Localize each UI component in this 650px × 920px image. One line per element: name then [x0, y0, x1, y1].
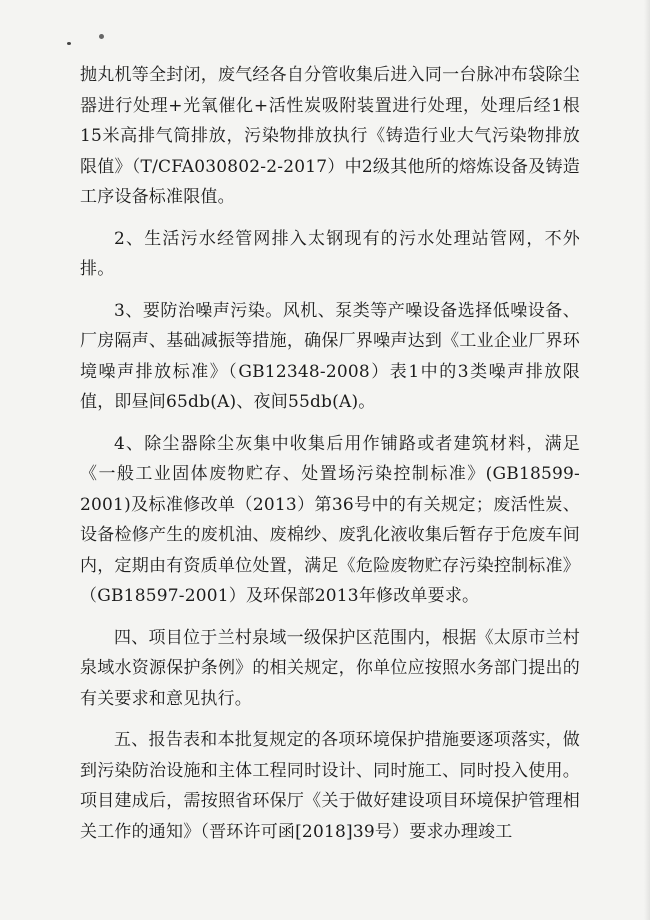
scan-speck [99, 34, 104, 39]
scan-speck [67, 42, 71, 45]
paragraph-section-5-implementation: 五、报告表和本批复规定的各项环境保护措施要逐项落实，做到污染防治设施和主体工程同时设计、同时施工、同时投入使用。项目建成后，需按照省环保厅《关于做好建设项目环境保护管理相关工作的通知》（晋环许可函[2018]39号）要求办理竣工 [80, 730, 580, 842]
paragraph-item-3-noise: 3、要防治噪声污染。风机、泵类等产噪设备选择低噪设备、厂房隔声、基础减振等措施，确保厂界噪声达到《工业企业厂界环境噪声排放标准》（GB12348-2008）表1中的3类噪声排放限值，即昼间65db(A)、夜间55db(A)。 [80, 300, 580, 412]
paragraph-item-2-sewage: 2、生活污水经管网排入太钢现有的污水处理站管网，不外排。 [80, 228, 580, 279]
document-body [80, 60, 580, 858]
paragraph-section-4-spring-protection: 四、项目位于兰村泉域一级保护区范围内，根据《太原市兰村泉域水资源保护条例》的相关规定，你单位应按照水务部门提出的有关要求和意见执行。 [80, 627, 580, 709]
paragraph-item-4-solid-waste: 4、除尘器除尘灰集中收集后用作铺路或者建筑材料，满足《一般工业固体废物贮存、处置场污染控制标准》(GB18599-2001)及标准修改单（2013）第36号中的有关规定；废活性炭、设备检修产生的废机油、废棉纱、废乳化液收集后暂存于危废车间内，定期由有资质单位处置，满足《危险废物贮存污染控制标准》（GB18597-2001）及环保部2013年修改单要求。 [80, 433, 580, 606]
scan-edge-shadow [644, 0, 650, 920]
paragraph-continuation: 抛丸机等全封闭，废气经各自分管收集后进入同一台脉冲布袋除尘器进行处理+光氧催化+活性炭吸附装置进行处理，处理后经1根15米高排气筒排放，污染物排放执行《铸造行业大气污染物排放限值》（T/CFA030802-2-2017）中2级其他所的熔炼设备及铸造工序设备标准限值。 [80, 65, 580, 207]
